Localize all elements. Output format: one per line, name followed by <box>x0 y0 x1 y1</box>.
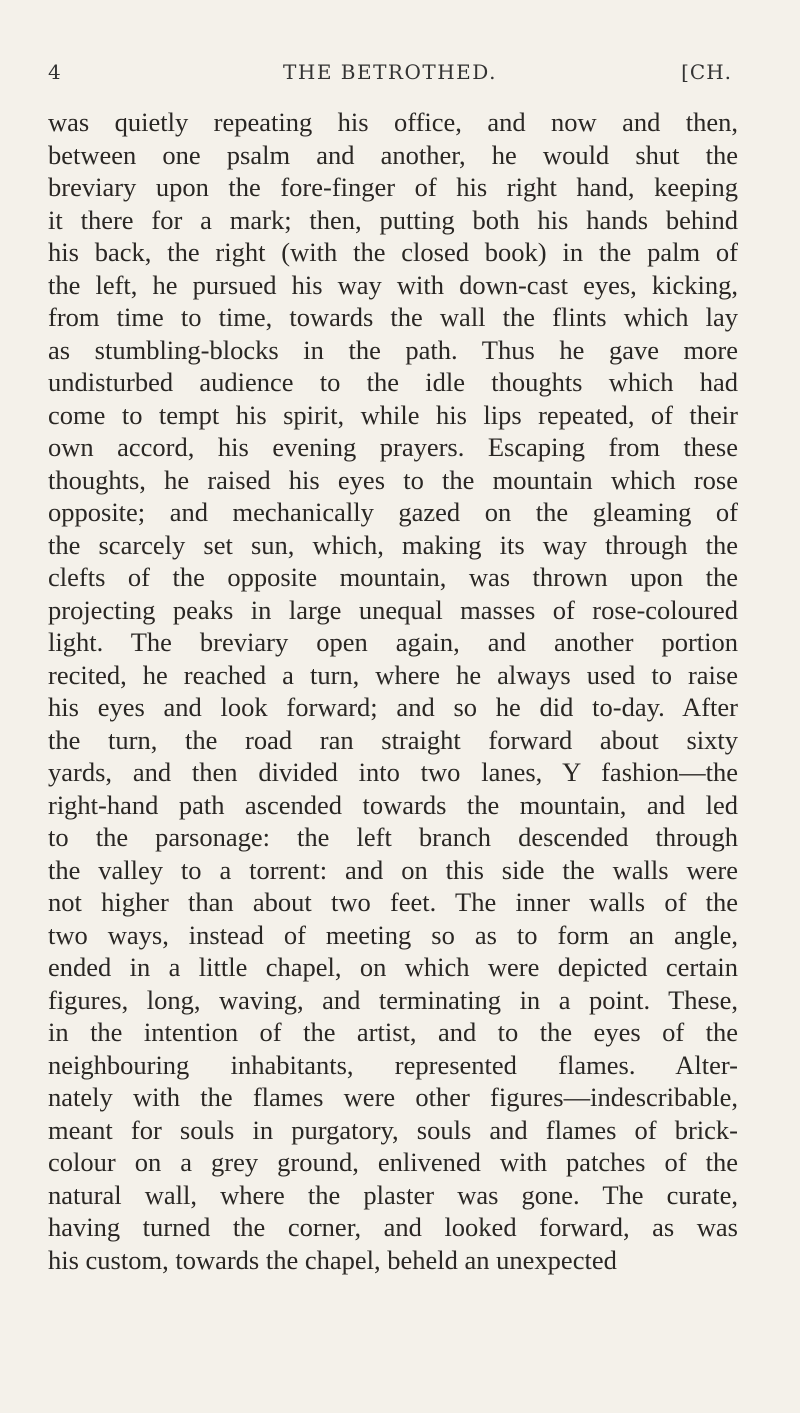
text-line: as stumbling-blocks in the path. Thus he gave more <box>48 334 738 365</box>
text-line: the valley to a torrent: and on this side the walls were <box>48 854 738 885</box>
text-line: undisturbed audience to the idle thoughts which had <box>48 367 738 397</box>
text-line: right-hand path ascended towards the mountain, and led <box>48 789 738 820</box>
text-line: the turn, the road ran straight forward about sixty <box>48 724 738 755</box>
text-line: breviary upon the fore-finger of his right hand, keeping <box>48 172 738 202</box>
text-line: natural wall, where the plaster was gone. The curate, <box>48 1179 738 1210</box>
text-line: clefts of the opposite mountain, was thrown upon the <box>48 562 738 592</box>
text-line: the scarcely set sun, which, making its way through the <box>48 529 738 560</box>
body-text <box>48 106 738 1276</box>
text-line: nately with the flames were other figures—indescribable, <box>48 1082 738 1112</box>
text-line: from time to time, towards the wall the flints which lay <box>48 302 738 332</box>
text-line: his back, the right (with the closed book) in the palm of <box>48 237 738 267</box>
text-line: the left, he pursued his way with down-cast eyes, kicking, <box>48 269 738 300</box>
text-line: light. The breviary open again, and another portion <box>48 627 738 657</box>
page-number: 4 <box>48 60 62 84</box>
running-title: THE BETROTHED. <box>283 60 497 84</box>
text-line: ended in a little chapel, on which were depicted certain <box>48 952 738 982</box>
chapter-mark: [CH. <box>681 60 732 84</box>
text-line: opposite; and mechanically gazed on the gleaming of <box>48 497 738 527</box>
text-line: thoughts, he raised his eyes to the mountain which rose <box>48 464 738 495</box>
text-line: not higher than about two feet. The inner walls of the <box>48 887 738 917</box>
text-line: come to tempt his spirit, while his lips repeated, of their <box>48 399 738 430</box>
text-line: two ways, instead of meeting so as to form an angle, <box>48 919 738 950</box>
text-line: was quietly repeating his office, and now and then, <box>48 107 738 137</box>
text-line: neighbouring inhabitants, represented flames. Alter- <box>48 1049 738 1080</box>
text-line: his custom, towards the chapel, beheld an unexpected <box>48 1244 617 1275</box>
text-line: figures, long, waving, and terminating in a point. These, <box>48 984 738 1015</box>
text-line: own accord, his evening prayers. Escaping from these <box>48 432 738 462</box>
text-line: projecting peaks in large unequal masses of rose-coloured <box>48 594 738 625</box>
text-line: yards, and then divided into two lanes, Y fashion—the <box>48 757 738 787</box>
text-line: recited, he reached a turn, where he always used to raise <box>48 659 738 690</box>
text-line: in the intention of the artist, and to the eyes of the <box>48 1017 738 1047</box>
text-line: between one psalm and another, he would shut the <box>48 139 738 170</box>
text-line: to the parsonage: the left branch descended through <box>48 822 738 852</box>
text-line: his eyes and look forward; and so he did to-day. After <box>48 692 738 722</box>
text-line: it there for a mark; then, putting both his hands behind <box>48 204 738 235</box>
text-line: meant for souls in purgatory, souls and flames of brick- <box>48 1114 738 1145</box>
text-line: having turned the corner, and looked forward, as was <box>48 1212 738 1242</box>
text-line: colour on a grey ground, enlivened with patches of the <box>48 1147 738 1177</box>
running-header <box>48 60 732 90</box>
